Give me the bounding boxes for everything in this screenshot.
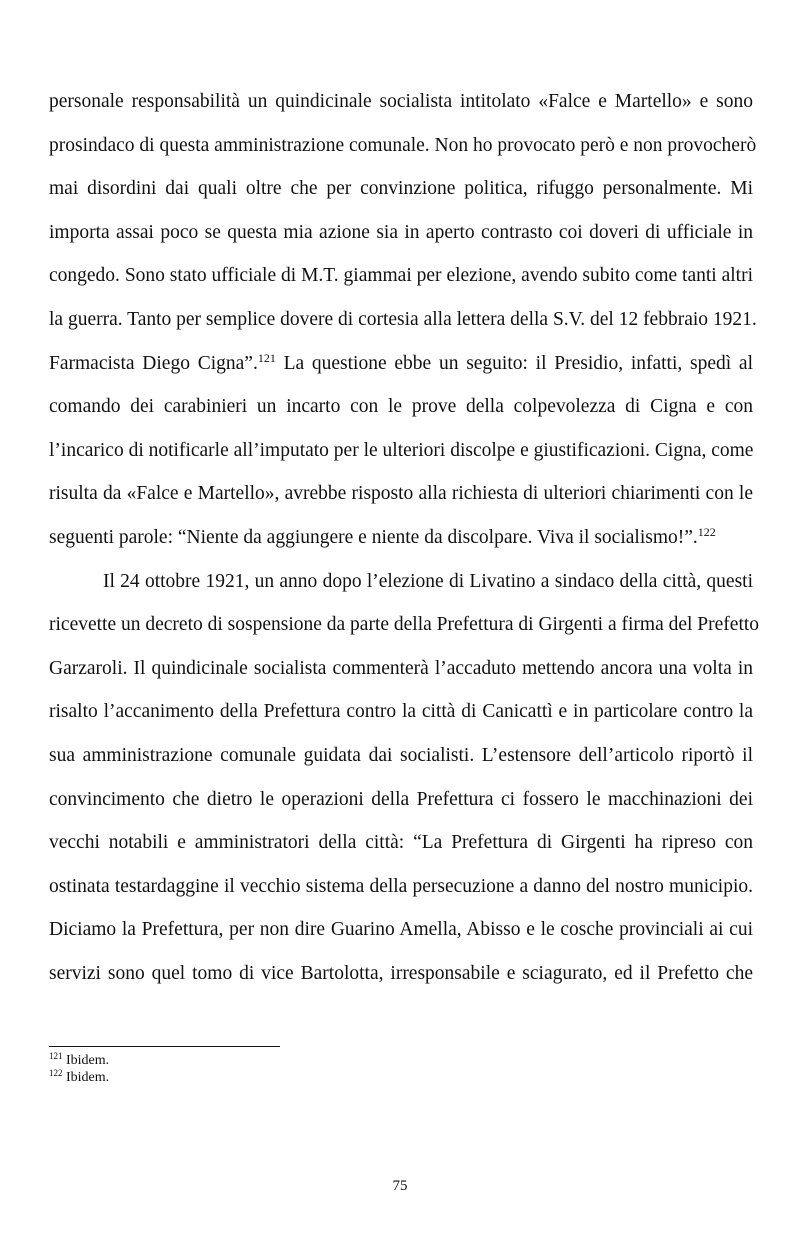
text-line: servizi sono quel tomo di vice Bartolotta, irresponsabile e sciagurato, ed il Prefetto che	[49, 962, 753, 984]
text-line: comando dei carabinieri un incarto con le prove della colpevolezza di Cigna e con	[49, 396, 753, 418]
text-line: la guerra. Tanto per semplice dovere di cortesia alla lettera della S.V. del 12 febbraio 1921.	[49, 308, 757, 330]
text-segment: seguenti parole: “Niente da aggiungere e niente da discolpare. Viva il socialismo!”.	[49, 526, 698, 548]
text-line: ricevette un decreto di sospensione da parte della Prefettura di Girgenti a firma del Prefetto	[49, 614, 760, 636]
text-line: l’incarico di notificarle all’imputato per le ulteriori discolpe e giustificazioni. Cigna, come	[49, 439, 754, 461]
footnote-ref-122: 122	[697, 524, 716, 539]
text-line: Il 24 ottobre 1921, un anno dopo l’elezione di Livatino a sindaco della città, questi	[103, 570, 753, 592]
text-segment: Farmacista Diego Cigna”.	[49, 352, 258, 374]
text-line: congedo. Sono stato ufficiale di M.T. giammai per elezione, avendo subito come tanti altri	[49, 265, 753, 287]
text-line: mai disordini dai quali oltre che per convinzione politica, rifuggo personalmente. Mi	[49, 178, 753, 200]
text-line-with-footnote	[49, 342, 753, 386]
footnote	[49, 1069, 109, 1086]
text-line: convincimento che dietro le operazioni della Prefettura ci fossero le macchinazioni dei	[49, 788, 753, 810]
paragraph-1	[49, 80, 757, 560]
footnote	[49, 1052, 109, 1069]
text-segment: La questione ebbe un seguito: il Presidio, infatti, spedì al	[275, 352, 753, 374]
paragraph-2	[49, 560, 760, 996]
text-line: ostinata testardaggine il vecchio sistema della persecuzione a danno del nostro municipio.	[49, 875, 753, 897]
text-line: risulta da «Falce e Martello», avrebbe risposto alla richiesta di ulteriori chiarimenti con le	[49, 483, 753, 505]
footnote-text: Ibidem.	[66, 1053, 110, 1068]
footnote-separator	[49, 1046, 280, 1047]
text-line-with-footnote	[49, 516, 753, 560]
footnote-text: Ibidem.	[66, 1070, 110, 1085]
text-line: sua amministrazione comunale guidata dai socialisti. L’estensore dell’articolo riportò il	[49, 744, 753, 766]
text-line: importa assai poco se questa mia azione sia in aperto contrasto coi doveri di ufficiale in	[49, 221, 753, 243]
footnotes	[49, 1052, 109, 1086]
footnote-number: 122	[49, 1068, 63, 1078]
footnote-ref-121: 121	[257, 350, 276, 365]
text-line: personale responsabilità un quindicinale socialista intitolato «Falce e Martello» e sono	[49, 91, 753, 112]
text-line: Garzaroli. Il quindicinale socialista commenterà l’accaduto mettendo ancora una volta in	[49, 657, 753, 679]
text-line: vecchi notabili e amministratori della città: “La Prefettura di Girgenti ha ripreso con	[49, 832, 753, 854]
text-line: prosindaco di questa amministrazione comunale. Non ho provocato però e non provocherò	[49, 134, 757, 156]
body-text	[49, 80, 760, 995]
footnote-number: 121	[49, 1051, 63, 1061]
text-line: Diciamo la Prefettura, per non dire Guarino Amella, Abisso e le cosche provinciali ai cui	[49, 919, 753, 941]
page-number: 75	[392, 1178, 408, 1194]
text-line: risalto l’accanimento della Prefettura contro la città di Canicattì e in particolare contro la	[49, 701, 753, 723]
